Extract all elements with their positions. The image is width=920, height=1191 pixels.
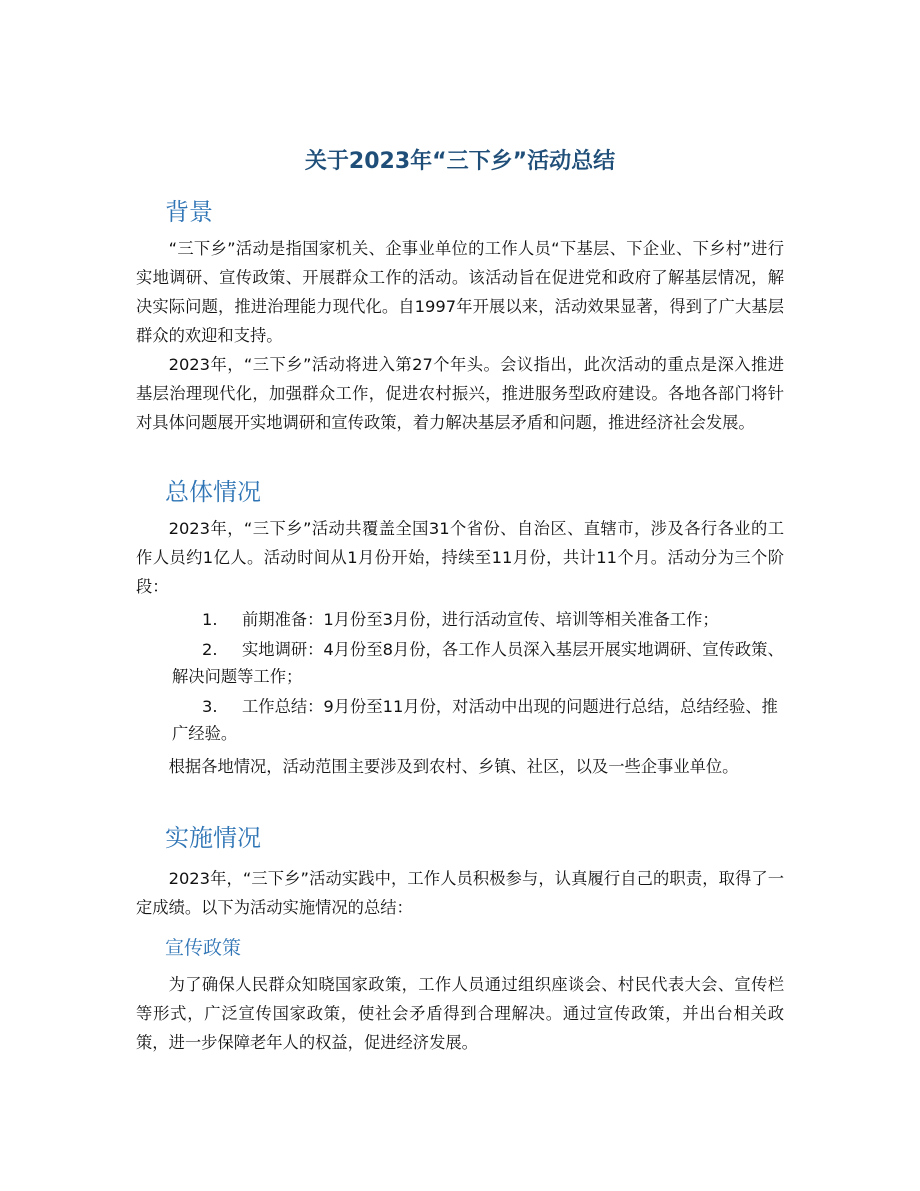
list-item <box>136 636 784 690</box>
overview-paragraph-1: 2023年，“三下乡”活动共覆盖全国31个省份、自治区、直辖市，涉及各行各业的工作人员约1亿人。活动时间从1月份开始，持续至11月份，共计11个月。活动分为三个阶段： <box>136 519 784 596</box>
list-item-text: 前期准备：1月份至3月份，进行活动宣传、培训等相关准备工作； <box>242 610 719 629</box>
list-item-number: 1. <box>202 610 218 629</box>
heading-publicize-policy: 宣传政策 <box>165 937 242 959</box>
background-paragraph-1: “三下乡”活动是指国家机关、企事业单位的工作人员“下基层、下企业、下乡村”进行实地调研、宣传政策、开展群众工作的活动。该活动旨在促进党和政府了解基层情况，解决实际问题，推进治理能力现代化。自1997年开展以来，活动效果显著，得到了广大基层群众的欢迎和支持。 <box>136 239 784 345</box>
list-item-number: 2. <box>202 640 218 659</box>
list-item <box>136 606 784 633</box>
list-item-text: 实地调研：4月份至8月份，各工作人员深入基层开展实地调研、宣传政策、解决问题等工作； <box>172 640 784 686</box>
list-item-number: 3. <box>202 697 218 716</box>
document-title: 关于2023年“三下乡”活动总结 <box>304 149 616 174</box>
heading-overview: 总体情况 <box>165 478 261 506</box>
overview-paragraph-2: 根据各地情况，活动范围主要涉及到农村、乡镇、社区，以及一些企事业单位。 <box>168 757 739 776</box>
publicize-policy-paragraph: 为了确保人民群众知晓国家政策，工作人员通过组织座谈会、村民代表大会、宣传栏等形式，广泛宣传国家政策，使社会矛盾得到合理解决。通过宣传政策，并出台相关政策，进一步保障老年人的权益，促进经济发展。 <box>136 975 784 1052</box>
background-paragraph-2: 2023年，“三下乡”活动将进入第27个年头。会议指出，此次活动的重点是深入推进基层治理现代化，加强群众工作，促进农村振兴，推进服务型政府建设。各地各部门将针对具体问题展开实地调研和宣传政策，着力解决基层矛盾和问题，推进经济社会发展。 <box>136 355 784 432</box>
heading-implementation: 实施情况 <box>165 824 261 852</box>
implementation-paragraph-1: 2023年，“三下乡”活动实践中，工作人员积极参与，认真履行自己的职责，取得了一定成绩。以下为活动实施情况的总结： <box>136 869 784 917</box>
heading-background: 背景 <box>165 198 213 226</box>
list-item <box>136 693 784 747</box>
list-item-text: 工作总结：9月份至11月份，对活动中出现的问题进行总结，总结经验、推广经验。 <box>172 697 778 743</box>
stage-list <box>136 606 784 747</box>
